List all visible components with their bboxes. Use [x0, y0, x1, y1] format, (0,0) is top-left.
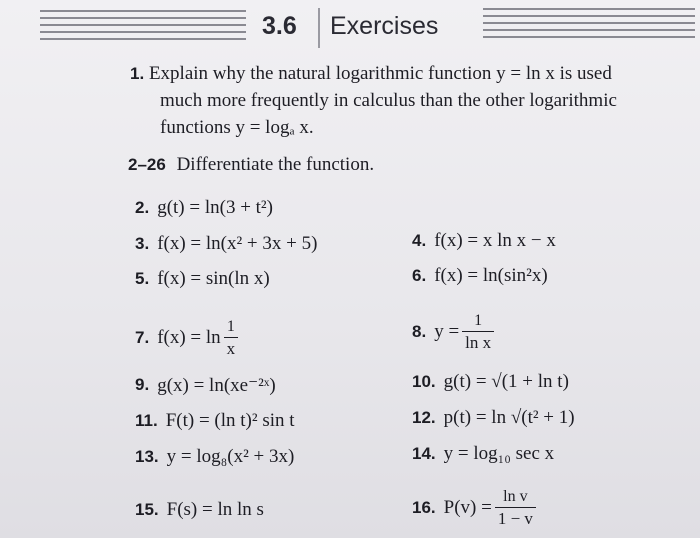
exercise-number: 6. — [412, 266, 427, 285]
exercise-expression: F(s) = ln ln s — [166, 499, 264, 520]
exercise-number: 2. — [135, 198, 150, 217]
exercise-expression: y = log₈(x² + 3x) — [166, 446, 295, 467]
exercise-13 — [135, 442, 294, 472]
exercise-expression: F(t) = (ln t)² sin t — [165, 410, 295, 431]
exercise-4 — [412, 226, 556, 256]
section-instruction-text: Differentiate the function. — [176, 154, 375, 175]
section-range: 2–26 — [128, 155, 166, 174]
exercise-number: 4. — [412, 231, 427, 250]
exercise-1-line-3: functions y = logₐ x. — [160, 117, 314, 138]
exercise-3 — [135, 229, 317, 259]
page-title: Exercises — [330, 12, 439, 40]
fraction-denominator: 1 − v — [497, 509, 533, 529]
exercise-7 — [135, 318, 241, 358]
header-rules-left — [40, 10, 246, 45]
exercise-number: 14. — [412, 444, 436, 463]
exercise-number: 1. — [130, 64, 145, 83]
exercise-number: 7. — [135, 328, 150, 347]
exercise-14 — [412, 439, 554, 469]
exercise-expression: f(x) = ln — [157, 327, 221, 348]
exercise-expression: p(t) = ln √(t² + 1) — [443, 407, 575, 428]
exercise-15 — [135, 495, 264, 525]
exercise-expression: g(t) = √(1 + ln t) — [443, 371, 569, 392]
fraction — [224, 319, 239, 358]
fraction-numerator: ln v — [503, 487, 528, 505]
exercise-number: 3. — [135, 234, 150, 253]
exercise-9 — [135, 370, 276, 400]
exercise-number: 8. — [412, 322, 427, 341]
exercise-1-line-2: much more frequently in calculus than the other logarithmic — [160, 90, 617, 111]
exercise-number: 11. — [135, 411, 158, 430]
exercise-10 — [412, 367, 569, 397]
exercise-expression: g(t) = ln(3 + t²) — [157, 197, 273, 218]
exercise-number: 16. — [412, 498, 436, 517]
exercise-expression: f(x) = x ln x − x — [434, 230, 556, 251]
exercise-number: 10. — [412, 372, 436, 391]
fraction-numerator: 1 — [226, 317, 235, 335]
fraction — [495, 489, 536, 528]
exercise-5 — [135, 264, 270, 294]
exercise-1-line-1: Explain why the natural logarithmic function y = ln x is used — [148, 63, 612, 84]
fraction-denominator: ln x — [465, 333, 492, 353]
exercise-expression: f(x) = ln(sin²x) — [434, 265, 548, 286]
exercise-8 — [412, 312, 497, 352]
section-number: 3.6 — [262, 12, 297, 40]
fraction-numerator: 1 — [474, 311, 483, 329]
exercise-11 — [135, 406, 295, 436]
exercise-expression: f(x) = ln(x² + 3x + 5) — [157, 233, 318, 254]
exercise-expression: g(x) = ln(xe⁻²ˣ) — [157, 374, 276, 396]
exercise-number: 13. — [135, 447, 159, 466]
exercise-6 — [412, 261, 548, 291]
fraction — [462, 313, 494, 352]
section-instruction — [128, 154, 374, 176]
exercise-number: 15. — [135, 500, 159, 519]
exercise-16 — [412, 486, 539, 530]
header-rules-right — [483, 8, 695, 43]
exercise-2 — [135, 193, 273, 223]
exercise-expression: y = log₁₀ sec x — [443, 443, 555, 464]
exercise-12 — [412, 403, 575, 433]
exercise-expression: f(x) = sin(ln x) — [157, 268, 270, 289]
exercise-expression: P(v) = — [443, 497, 492, 518]
exercise-1 — [130, 60, 690, 141]
fraction-denominator: x — [226, 339, 236, 359]
header-divider — [318, 8, 320, 48]
exercise-number: 9. — [135, 375, 150, 394]
exercise-number: 12. — [412, 408, 436, 427]
exercise-expression: y = — [434, 321, 460, 342]
exercise-number: 5. — [135, 269, 150, 288]
